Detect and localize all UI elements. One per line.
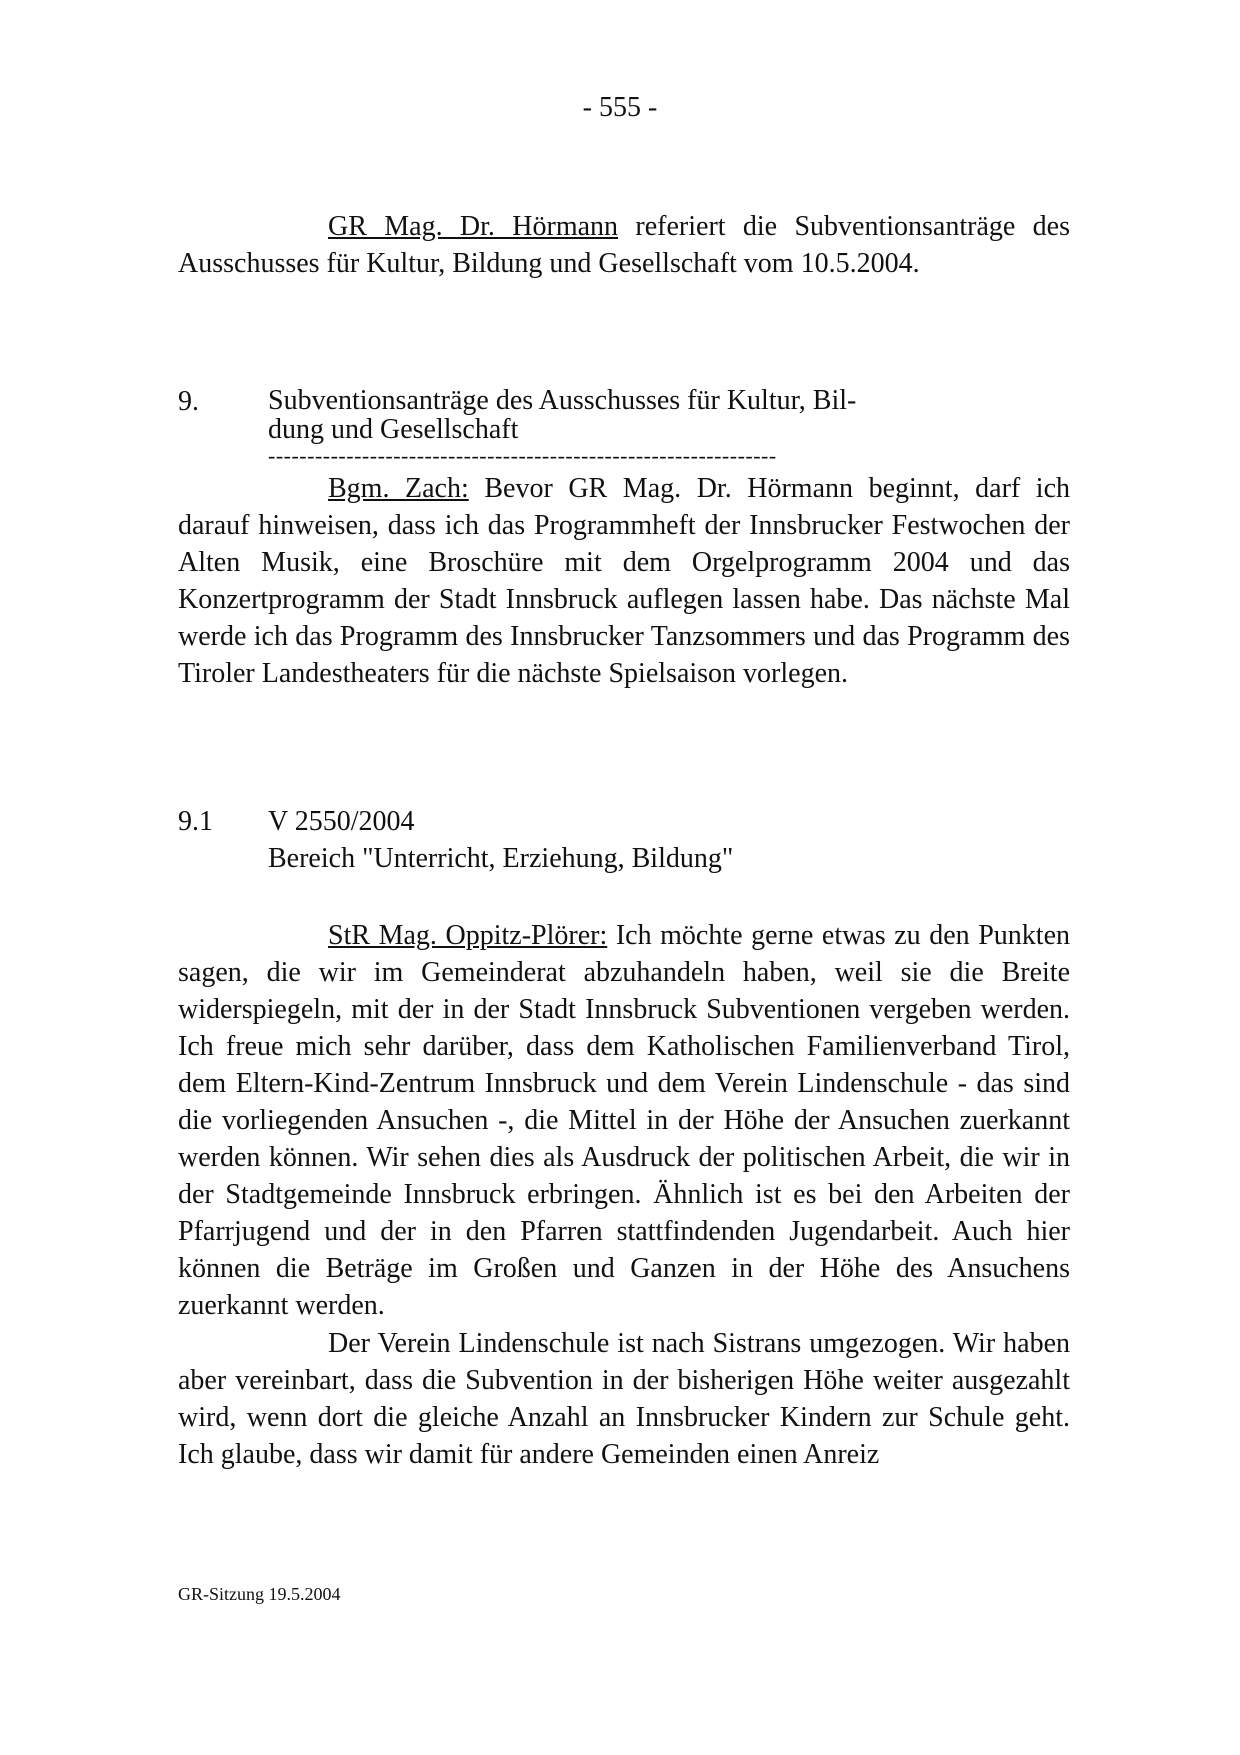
lindenschule-paragraph <box>178 1325 1070 1473</box>
intro-paragraph <box>178 208 1070 282</box>
speaker-name: Bgm. Zach: <box>328 473 469 504</box>
intro-text: referiert die Subventionsanträge des Ausschusses für Kultur, Bildung und Gesellschaft vom 10.5.2004. <box>178 211 1070 279</box>
oppitz-text: Ich möchte gerne etwas zu den Punkten sagen, die wir im Gemeinderat abzuhandeln haben, weil sie die Breite widerspiegeln, mit der in der Stadt Innsbruck Subventionen vergeben werden. Ich freue mich sehr darüber, dass dem Katholischen Familienverband Tirol, dem Eltern-Kind-Zentrum Innsbruck und dem Verein Lindenschule - das sind die vorliegenden Ansuchen -, die Mittel in der Höhe der Ansuchen zuerkannt werden können. Wir sehen dies als Ausdruck der politischen Arbeit, die wir in der Stadtgemeinde Innsbruck erbringen. Ähnlich ist es bei den Arbeiten der Pfarrjugend und der in den Pfarren stattfindenden Jugendarbeit. Auch hier können die Beträge im Großen und Ganzen in der Höhe des Ansuchens zuerkannt werden. <box>178 920 1071 1321</box>
speaker-name: StR Mag. Oppitz-Plörer: <box>328 920 608 951</box>
item-number: 9. <box>178 386 199 417</box>
oppitz-paragraph <box>178 917 1070 1324</box>
subitem-area: Bereich "Unterricht, Erziehung, Bildung" <box>268 843 734 874</box>
subitem-number: 9.1 <box>178 806 213 837</box>
item-title-line1: Subventionsanträge des Ausschusses für Kultur, Bil- <box>268 385 857 416</box>
zach-paragraph <box>178 470 1070 692</box>
lindenschule-text: Der Verein Lindenschule ist nach Sistrans umgezogen. Wir haben aber vereinbart, dass die Subvention in der bisherigen Höhe weiter ausgezahlt wird, wenn dort die gleiche Anzahl an Innsbrucker Kindern zur Schule geht. Ich glaube, dass wir damit für andere Gemeinden einen Anreiz <box>178 1328 1070 1470</box>
page-number: - 555 - <box>582 92 658 123</box>
zach-text: Bevor GR Mag. Dr. Hörmann beginnt, darf ich darauf hinweisen, dass ich das Programmheft der Innsbrucker Festwochen der Alten Musik, eine Broschüre mit dem Orgelprogramm 2004 und das Konzertprogramm der Stadt Innsbruck auflegen lassen habe. Das nächste Mal werde ich das Programm des Innsbrucker Tanzsommers und das Programm des Tiroler Landestheaters für die nächste Spielsaison vorlegen. <box>178 473 1070 689</box>
separator-line: ----------------------------------------------------------------- <box>268 443 777 468</box>
footer: GR-Sitzung 19.5.2004 <box>178 1584 341 1604</box>
item-title-line2: dung und Gesellschaft <box>268 414 519 445</box>
item-title <box>268 386 908 444</box>
speaker-name: GR Mag. Dr. Hörmann <box>328 211 619 242</box>
subitem-code: V 2550/2004 <box>268 806 415 837</box>
